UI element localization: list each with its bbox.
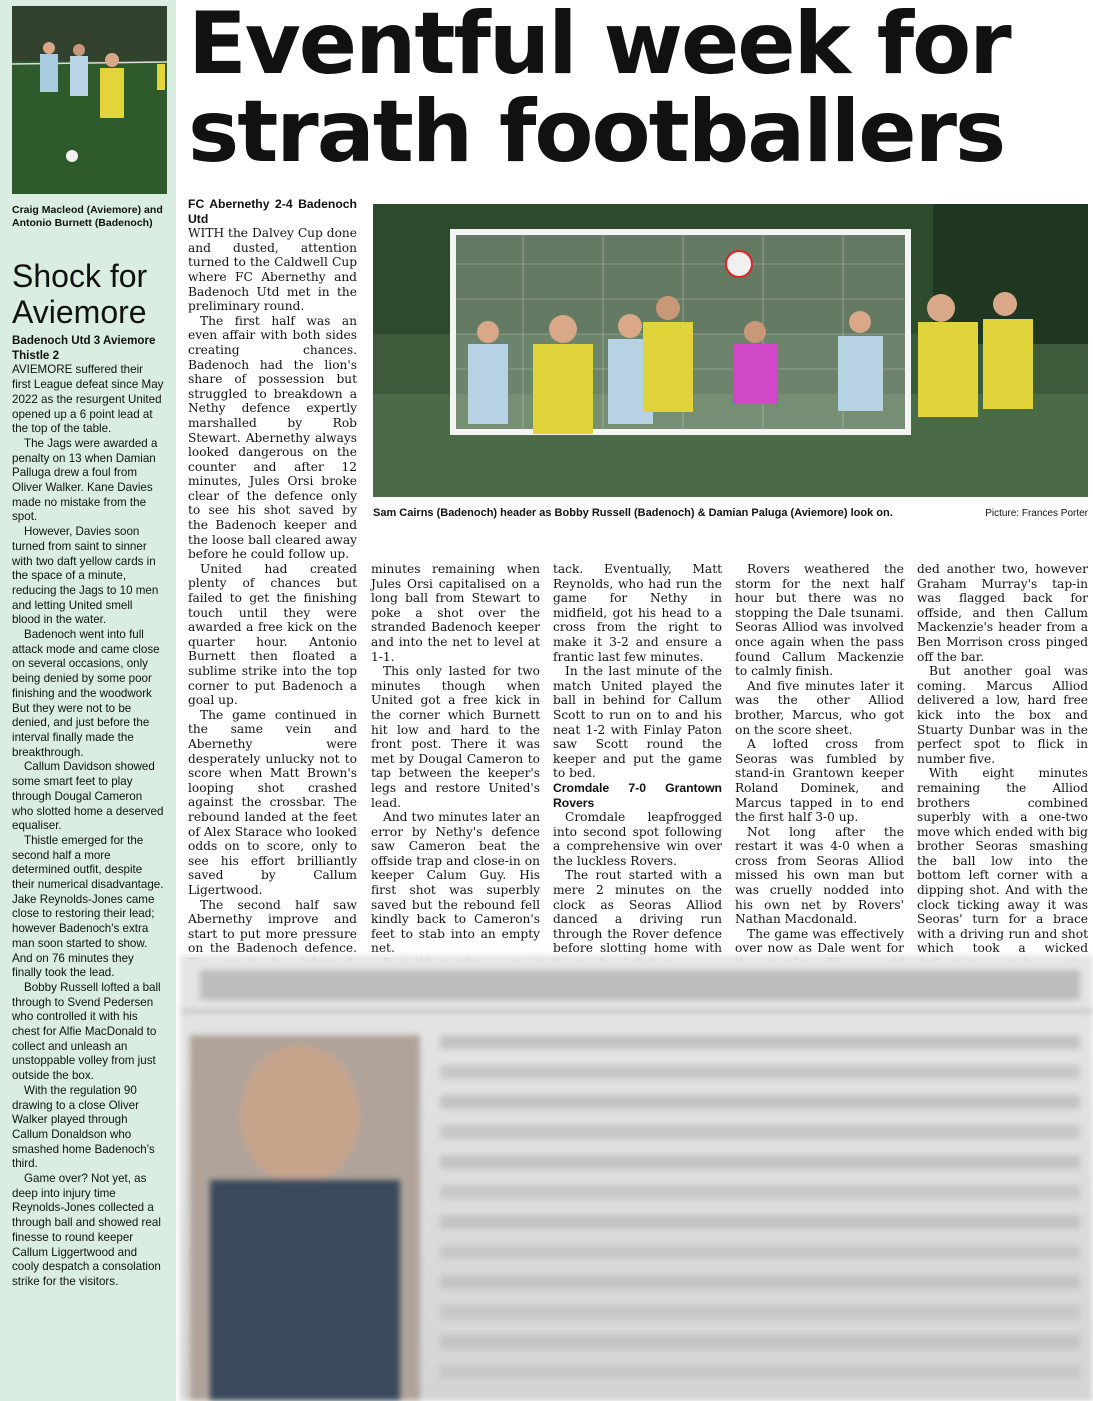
paragraph: The game was effectively over now as Dale went for — [735, 926, 904, 956]
paragraph: However, Davies soon turned from saint to sinner with two daft yellow cards in the space of a minute, reducing the Jags to 10 men and letting United smell blood in the water. — [12, 525, 159, 627]
paragraph: tack. Eventually, Matt Reynolds, who had run the game for Nethy in midfield, got his head to a cross from the right to make it 3-2 and ensure a frantic last few minutes. — [553, 562, 722, 664]
paragraph: The first half was an even affair with both sides creating chances. Badenoch had the lion's share of possession but struggled to breakdown a Nethy defence expertly marshalled by Rob Stewart. Abernethy always looked dangerous on the counter and after 12 minutes, Jules Orsi broke clear of the defence only to see his shot saved by the Badenoch keeper and the loose ball cleared away before he could follow up. — [188, 313, 357, 562]
paragraph: ded another two, however Graham Murray's tap-in was flagged back for offside, and then Callum Mackenzie's header from a Ben Morrison cross pinged off the bar. — [917, 562, 1088, 664]
article-column-4 — [735, 562, 904, 985]
blurred-advert-region — [180, 955, 1093, 1401]
sidebar-article — [12, 334, 164, 1290]
sidebar-photo-caption: Craig Macleod (Aviemore) and Antonio Burnett (Badenoch) — [12, 204, 163, 229]
sidebar — [0, 0, 176, 1401]
paragraph: Cromdale leapfrogged into second spot following a comprehensive win over the luckless Rovers. — [553, 810, 722, 868]
blurred-content-illustration — [180, 955, 1093, 1401]
photo-caption: Sam Cairns (Badenoch) header as Bobby Russell (Badenoch) & Damian Paluga (Aviemore) look on. — [373, 507, 893, 519]
paragraph: United had created plenty of chances but failed to get the finishing touch until they were awarded a free kick on the quarter hour. Antonio Burnett then floated a sublime strike into the top corner to put Badenoch a goal up. — [188, 561, 357, 708]
paragraph: In the last minute of the match United played the ball in behind for Callum Scott to run on to and his neat 1-2 with Finlay Paton saw Scott round the keeper and put the game to bed. — [553, 664, 722, 781]
column-subheading: Cromdale 7-0 Grantown Rovers — [553, 780, 722, 810]
headline — [188, 0, 1088, 182]
paragraph: The Jags were awarded a penalty on 13 when Damian Palluga drew a foul from Oliver Walker. Kane Davies made no mistake from the spot. — [12, 436, 158, 524]
paragraph: With the regulation 90 drawing to a close Oliver Walker played through Callum Donaldson who smashed home Badenoch's third. — [12, 1083, 155, 1171]
paragraph: Thistle emerged for the second half a more determined outfit, despite their numerical disadvantage. Jake Reynolds-Jones came close to restoring their lead; however Badenoch's extra man soon started to show. And on 76 minutes they finally took the lead. — [12, 833, 164, 980]
paragraph: Bobby Russell lofted a ball through to Svend Pedersen who controlled it with his chest for Alfie MacDonald to collect and unleash an unstoppable volley from just outside the box. — [12, 980, 161, 1083]
sidebar-photo — [12, 6, 167, 194]
paragraph: minutes remaining when Jules Orsi capitalised on a long ball from Stewart to poke a shot over the stranded Badenoch keeper and into the net to level at 1-1. — [371, 562, 540, 664]
sidebar-heading: Shock for Aviemore — [12, 258, 148, 330]
paragraph: The game continued in the same vein and Abernethy were desperately unlucky not to score when Matt Brown's looping shot crashed against the crossbar. The rebound landed at the feet of Alex Starace who looked odds on to score, only to see his effort brilliantly saved by Callum Ligertwood. — [188, 707, 357, 897]
headline-line: strath footballers — [188, 82, 1005, 182]
paragraph: And five minutes later it was the other Alliod brother, Marcus, who got on the score sheet. — [735, 678, 904, 737]
article-column-1 — [188, 197, 357, 985]
paragraph: Badenoch went into full attack mode and came close on several occasions, only being denied by some poor finishing and the woodwork But they were not to be denied, and just before the interval finally made the breakthrough. — [12, 628, 160, 759]
paragraph: But another goal was coming. Marcus Alliod delivered a low, hard free kick into the box and Stuarty Dunbar was in the perfect spot to flick in number five. — [917, 664, 1088, 766]
paragraph: Game over? Not yet, as deep into injury time Reynolds-Jones collected a through ball and showed real finesse to round keeper Callum Liggertwood and cooly despatch a consolation strike for the visitors. — [12, 1172, 161, 1288]
paragraph: WITH the Dalvey Cup done and dusted, attention turned to the Caldwell Cup where FC Abernethy and Badenoch Utd met in the preliminary round. — [188, 226, 357, 314]
paragraph: AVIEMORE suffered their first League defeat since May 2022 as the resurgent United opened up a 6 point lead at the top of the table. — [12, 363, 164, 436]
paragraph: The second half saw Abernethy improve and start to put more pressure on the Badenoch defence. — [188, 897, 357, 956]
paragraph: Not long after the restart it was 4-0 when a cross from Seoras Alliod missed his own man but was cruelly nodded into his own net by Rovers' Nathan Macdonald. — [735, 824, 904, 927]
paragraph: Rovers weathered the storm for the next half hour but there was no stopping the Dale tsunami. Seoras Alliod was involved once again when the pass found Callum Mackenzie to calmly finish. — [735, 562, 904, 679]
paragraph: The rout started with a mere 2 minutes on the clock as Seoras Alliod danced a driving run through the Rover defence before slotting home with — [553, 868, 722, 956]
sidebar-subheading: Badenoch Utd 3 Aviemore Thistle 2 — [12, 334, 156, 362]
photo-credit: Picture: Frances Porter — [985, 508, 1088, 519]
article-column-3 — [553, 562, 722, 971]
main-photo — [373, 204, 1088, 497]
article-column-2 — [371, 562, 540, 985]
football-goalmouth-illustration — [373, 204, 1088, 497]
headline-line: Eventful week for — [188, 0, 1010, 94]
paragraph: Callum Davidson showed some smart feet to play through Dougal Cameron who slotted home a deserved equaliser. — [12, 760, 164, 833]
paragraph: This only lasted for two minutes though when United got a free kick in the corner which Burnett hit low and hard to the front post. There it was met by Dougal Cameron to tap between the keeper's legs and restore United's lead. — [371, 664, 540, 810]
paragraph: And two minutes later an error by Nethy's defence saw Cameron beat the offside trap and close-in on keeper Calum Guy. His first shot was superbly saved but the rebound fell kindly back to Cameron's feet to stab into an empty net. — [371, 810, 540, 956]
paragraph: A lofted cross from Seoras was fumbled by stand-in Grantown keeper Roland Dominek, and Marcus tapped in to end the first half 3-0 up. — [735, 737, 904, 825]
football-photo-illustration — [12, 6, 167, 194]
article-column-5 — [917, 562, 1088, 1000]
paragraph: With eight minutes remaining the Alliod brothers combined superbly with a one-two move which ended with big brother Seoras smashing the ball low into the bottom left corner with a dipping shot. And with the clock ticking away it was Seoras' turn for a brace with a driving run and shot which took a wicked — [917, 766, 1088, 956]
column-subheading: FC Abernethy 2-4 Badenoch Utd — [188, 197, 357, 226]
